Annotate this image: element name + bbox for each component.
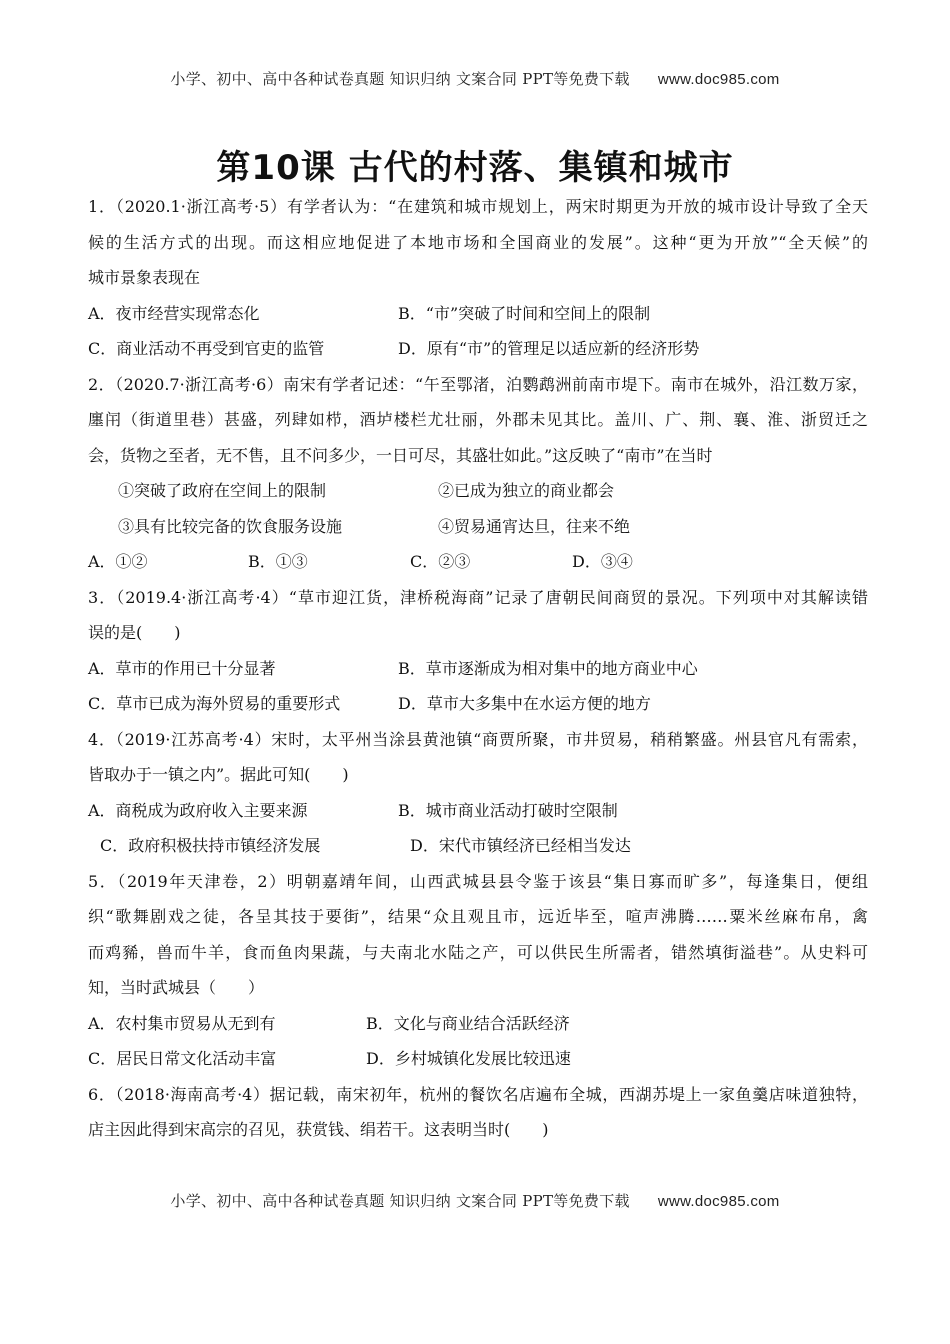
- option-c[interactable]: C．政府积极扶持市镇经济发展: [100, 836, 321, 855]
- header-text: 小学、初中、高中各种试卷真题 知识归纳 文案合同 PPT等免费下载: [170, 70, 630, 88]
- footer-text: 小学、初中、高中各种试卷真题 知识归纳 文案合同 PPT等免费下载: [170, 1192, 630, 1210]
- footer-site: www.doc985.com: [657, 1193, 780, 1210]
- question-text-line: 织“歌舞剧戏之徒，各呈其技于要街”，结果“众且观且市，远近毕至，喧声沸腾……粟米丝麻布帛，禽: [88, 907, 868, 926]
- question-text-line: 店主因此得到宋高宗的召见，获赏钱、绢若干。这表明当时( ): [88, 1120, 549, 1139]
- option-a[interactable]: A．草市的作用已十分显著: [88, 658, 276, 678]
- statement-2: ②已成为独立的商业都会: [438, 481, 615, 500]
- page-title: 第10课 古代的村落、集镇和城市: [216, 148, 734, 188]
- option-row: [88, 654, 868, 690]
- question-text-line: 知，当时武城县（ ）: [88, 978, 265, 997]
- statement-row: [88, 476, 868, 512]
- question-text-line: 4．（2019·江苏高考·4）宋时，太平州当涂县黄池镇“商贾所聚，市井贸易，稍稍繁盛。州县官凡有需索，: [88, 729, 868, 749]
- option-d[interactable]: D．乡村城镇化发展比较迅速: [366, 1049, 571, 1068]
- question-text-line: 3．（2019.4·浙江高考·4）“草市迎江货，津桥税海商”记录了唐朝民间商贸的景况。下列项中对其解读错: [88, 587, 868, 607]
- question-text-line: 1．（2020.1·浙江高考·5）有学者认为：“在建筑和城市规划上，两宋时期更为开放的城市设计导致了全天: [88, 197, 868, 216]
- option-row: [88, 1044, 868, 1080]
- option-b[interactable]: B．城市商业活动打破时空限制: [398, 800, 618, 820]
- option-row: [88, 334, 868, 370]
- question-3: [88, 583, 868, 725]
- question-4: [88, 725, 868, 867]
- option-row: [88, 831, 868, 867]
- page-header: [0, 68, 950, 89]
- question-5: [88, 867, 868, 1080]
- option-row: [88, 299, 868, 335]
- option-a[interactable]: A．商税成为政府收入主要来源: [88, 800, 308, 820]
- page-footer: [0, 1190, 950, 1211]
- question-6: [88, 1080, 868, 1151]
- option-row: [88, 1009, 868, 1045]
- option-b[interactable]: B．“市”突破了时间和空间上的限制: [398, 303, 651, 323]
- option-d[interactable]: D．宋代市镇经济已经相当发达: [410, 836, 631, 855]
- option-c[interactable]: C．商业活动不再受到官吏的监管: [88, 339, 325, 358]
- question-text-line: 5．（2019年天津卷，2）明朝嘉靖年间，山西武城县县令鉴于该县“集日寡而旷多”，每逢集日，便组: [88, 871, 868, 891]
- question-1: [88, 192, 868, 370]
- option-row: [88, 796, 868, 832]
- option-c[interactable]: C．②③: [410, 552, 471, 571]
- question-text-line: 而鸡豨，兽而牛羊，食而鱼肉果蔬，与夫南北水陆之产，可以供民生所需者，错然填街溢巷”。从史料可: [88, 942, 868, 962]
- option-d[interactable]: D．草市大多集中在水运方便的地方: [398, 694, 651, 713]
- question-2: [88, 370, 868, 583]
- question-text-line: 2．（2020.7·浙江高考·6）南宋有学者记述：“午至鄂渚，泊鹦鹉洲前南市堤下。南市在城外，沿江数万家，: [88, 374, 868, 394]
- option-row: [88, 547, 868, 583]
- option-b[interactable]: B．草市逐渐成为相对集中的地方商业中心: [398, 658, 698, 678]
- question-text-line: 6．（2018·海南高考·4）据记载，南宋初年，杭州的餐饮名店遍布全城，西湖苏堤上一家鱼羹店味道独特，: [88, 1084, 868, 1104]
- option-d[interactable]: D．原有“市”的管理足以适应新的经济形势: [398, 339, 700, 358]
- option-d[interactable]: D．③④: [572, 552, 633, 571]
- option-a[interactable]: A．①②: [88, 552, 148, 571]
- question-list: [88, 192, 868, 1151]
- option-b[interactable]: B．①③: [248, 552, 308, 571]
- question-text-line: 城市景象表现在: [88, 268, 201, 287]
- question-text-line: 误的是( ): [88, 623, 181, 642]
- option-a[interactable]: A．夜市经营实现常态化: [88, 303, 260, 323]
- statement-3: ③具有比较完备的饮食服务设施: [118, 516, 343, 536]
- question-text-line: 候的生活方式的出现。而这相应地促进了本地市场和全国商业的发展”。这种“更为开放”“全天候”的: [88, 232, 868, 252]
- statement-1: ①突破了政府在空间上的限制: [118, 481, 327, 500]
- option-b[interactable]: B．文化与商业结合活跃经济: [366, 1013, 570, 1033]
- header-site: www.doc985.com: [657, 71, 780, 88]
- option-row: [88, 689, 868, 725]
- question-text-line: 皆取办于一镇之内”。据此可知( ): [88, 765, 349, 784]
- statement-4: ④贸易通宵达旦，往来不绝: [438, 516, 631, 536]
- question-text-line: 廛闬（街道里巷）甚盛，列肆如栉，酒垆楼栏尤壮丽，外郡未见其比。盖川、广、荆、襄、淮、浙贸迁之: [88, 410, 868, 429]
- question-text-line: 会，货物之至者，无不售，且不问多少，一日可尽，其盛壮如此。”这反映了“南市”在当时: [88, 445, 713, 465]
- option-c[interactable]: C．居民日常文化活动丰富: [88, 1049, 277, 1068]
- option-c[interactable]: C．草市已成为海外贸易的重要形式: [88, 694, 341, 713]
- option-a[interactable]: A．农村集市贸易从无到有: [88, 1013, 276, 1033]
- statement-row: [88, 512, 868, 548]
